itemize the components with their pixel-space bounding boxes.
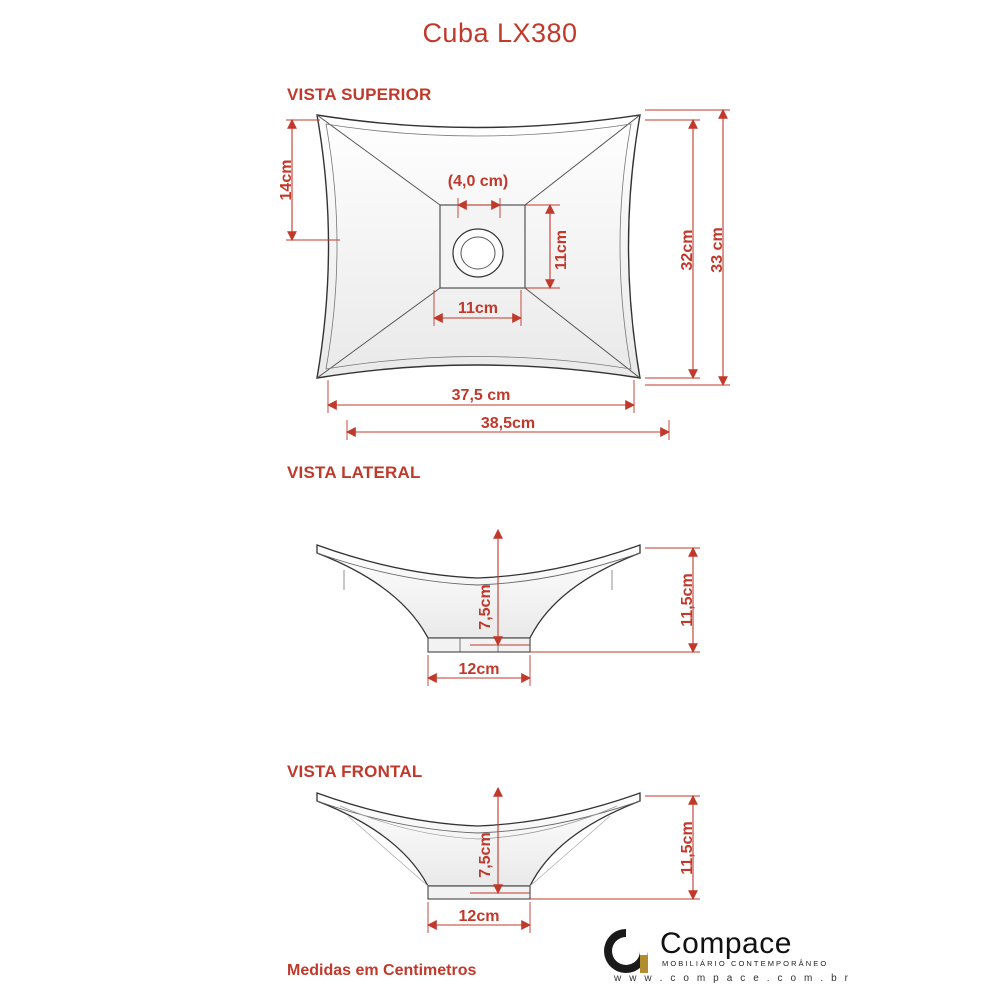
dim-top-left-height: 14cm (278, 159, 295, 201)
dim-right-inner-height: 32cm (679, 229, 696, 271)
measurement-units-note: Medidas em Centimetros (287, 962, 477, 979)
logo-tagline: MOBILIÁRIO CONTEMPORÂNEO (662, 959, 829, 968)
dim-front-depth: 7,5cm (477, 832, 494, 878)
section-label-front-view: VISTA FRONTAL (287, 762, 423, 781)
dim-drain-inner-width: 11cm (457, 300, 499, 317)
dim-bottom-outer-width: 38,5cm (480, 415, 536, 432)
section-label-side-view: VISTA LATERAL (287, 463, 421, 482)
dim-drain-inner-height: 11cm (553, 229, 570, 271)
dim-side-total-height: 11,5cm (679, 573, 696, 627)
dim-drain-width: (4,0 cm) (447, 173, 509, 190)
logo-wordmark: Compace (660, 927, 792, 960)
dim-side-base-width: 12cm (458, 661, 500, 678)
logo-website: w w w . c o m p a c e . c o m . b r (614, 973, 851, 984)
dim-side-depth: 7,5cm (477, 584, 494, 630)
page-title: Cuba LX380 (422, 18, 578, 48)
dim-bottom-inner-width: 37,5 cm (451, 387, 511, 404)
dim-front-base-width: 12cm (458, 908, 500, 925)
top-view-geometry (317, 115, 640, 378)
brand-logo (600, 925, 940, 987)
compace-logo-icon (600, 925, 652, 977)
dim-right-outer-height: 33 cm (709, 227, 726, 273)
section-label-top-view: VISTA SUPERIOR (287, 85, 432, 104)
dim-front-total-height: 11,5cm (679, 821, 696, 875)
